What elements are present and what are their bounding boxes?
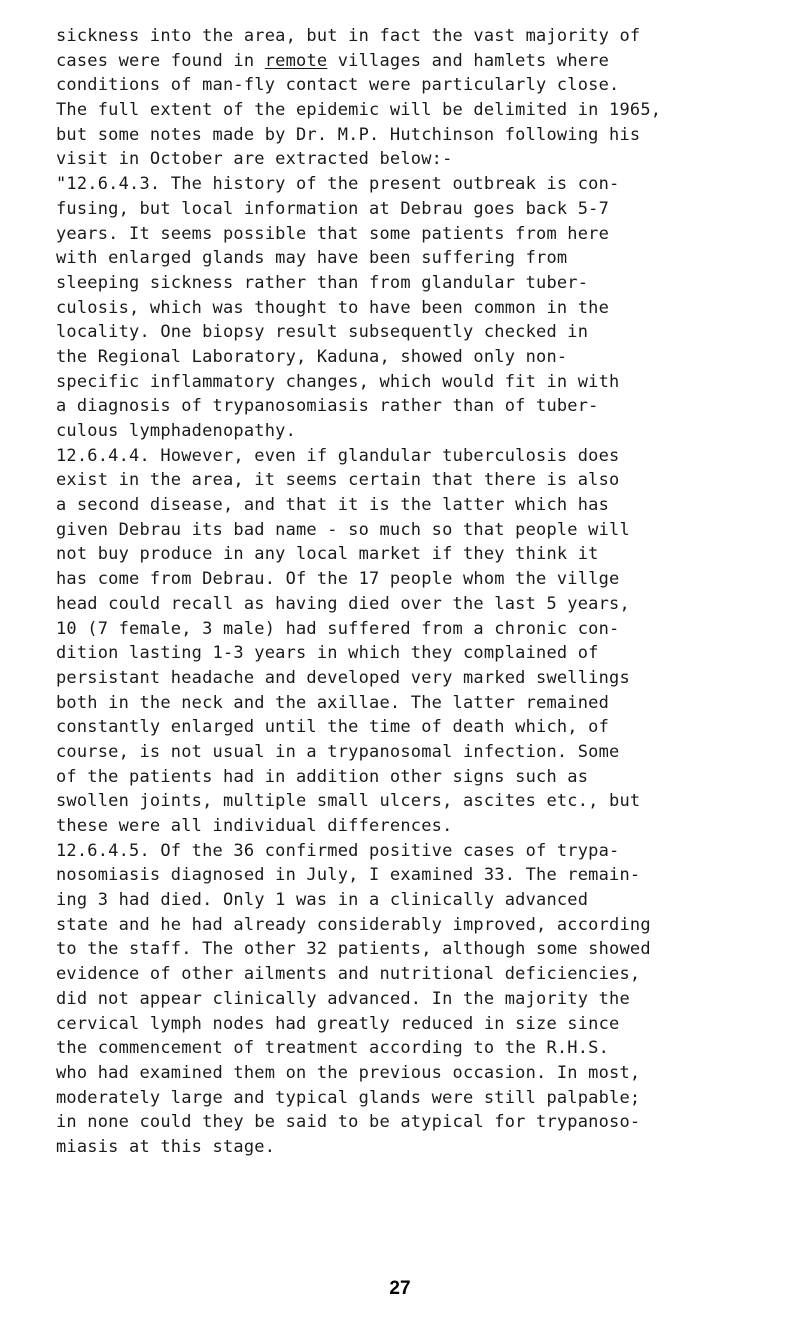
text-line-17: culous lymphadenopathy. (56, 421, 297, 441)
text-segment: cases were found in (56, 50, 265, 71)
text-line-22: not buy produce in any local market if they think it (56, 544, 599, 565)
text-line-33: these were all individual differences. (56, 816, 453, 836)
text-line-30: course, is not usual in a trypanosomal infection. Some (56, 741, 620, 762)
text-line-36: ing 3 had died. Only 1 was in a clinically advanced (56, 890, 589, 911)
text-line-38: to the staff. The other 32 patients, although some showed (56, 939, 651, 960)
text-line-1: sickness into the area, but in fact the vast majority of (56, 26, 641, 46)
text-line-21: given Debrau its bad name - so much so that people will (56, 519, 630, 540)
text-line-5: but some notes made by Dr. M.P. Hutchinson following his (56, 124, 641, 145)
text-line-16: a diagnosis of trypanosomiasis rather than of tuber- (56, 396, 599, 417)
text-line-40: did not appear clinically advanced. In the majority the (56, 988, 630, 1009)
text-line-6: visit in October are extracted below:- (56, 149, 453, 170)
text-line-41: cervical lymph nodes had greatly reduced in size since (56, 1013, 620, 1034)
text-line-39: evidence of other ailments and nutritional deficiencies, (56, 964, 641, 985)
text-line-13: locality. One biopsy result subsequently checked in (56, 322, 589, 343)
page-number: 27 (389, 1278, 411, 1299)
text-line-31: of the patients had in addition other signs such as (56, 766, 589, 787)
text-line-44: moderately large and typical glands were still palpable; (56, 1087, 641, 1108)
text-line-24: head could recall as having died over the last 5 years, (56, 593, 630, 614)
text-line-32: swollen joints, multiple small ulcers, ascites etc., but (56, 791, 641, 812)
text-line-12: culosis, which was thought to have been common in the (56, 297, 610, 318)
text-line-35: nosomiasis diagnosed in July, I examined 33. The remain- (56, 865, 641, 886)
text-line-45: in none could they be said to be atypical for trypanoso- (56, 1112, 641, 1133)
text-line-25: 10 (7 female, 3 male) had suffered from a chronic con- (56, 618, 620, 639)
body-text (56, 24, 756, 1160)
text-line-28: both in the neck and the axillae. The latter remained (56, 692, 610, 713)
text-line-34: 12.6.4.5. Of the 36 confirmed positive cases of trypa- (56, 840, 620, 861)
text-line-43: who had examined them on the previous occasion. In most, (56, 1062, 641, 1083)
text-line-4: The full extent of the epidemic will be delimited in 1965, (56, 100, 662, 121)
text-line-3: conditions of man-fly contact were particularly close. (56, 75, 620, 96)
text-line-20: a second disease, and that it is the latter which has (56, 495, 610, 516)
text-line-14: the Regional Laboratory, Kaduna, showed only non- (56, 346, 568, 367)
text-line-19: exist in the area, it seems certain that there is also (56, 470, 620, 491)
text-line-2 (56, 49, 756, 74)
text-line-11: sleeping sickness rather than from glandular tuber- (56, 272, 589, 293)
text-line-27: persistant headache and developed very marked swellings (56, 667, 630, 688)
text-line-29: constantly enlarged until the time of death which, of (56, 717, 610, 738)
text-line-37: state and he had already considerably improved, according (56, 914, 651, 935)
underlined-word: remote (264, 50, 328, 71)
text-line-10: with enlarged glands may have been suffering from (56, 248, 568, 269)
text-segment: villages and hamlets where (327, 50, 610, 71)
text-line-7: "12.6.4.3. The history of the present outbreak is con- (56, 174, 620, 195)
text-line-15: specific inflammatory changes, which would fit in with (56, 371, 620, 392)
text-line-9: years. It seems possible that some patients from here (56, 223, 610, 244)
text-line-46: miasis at this stage. (56, 1136, 276, 1157)
text-line-8: fusing, but local information at Debrau goes back 5-7 (56, 198, 610, 219)
text-line-26: dition lasting 1-3 years in which they complained of (56, 643, 599, 664)
text-line-18: 12.6.4.4. However, even if glandular tuberculosis does (56, 445, 620, 466)
text-line-23: has come from Debrau. Of the 17 people whom the villge (56, 569, 620, 590)
text-line-42: the commencement of treatment according to the R.H.S. (56, 1038, 610, 1059)
